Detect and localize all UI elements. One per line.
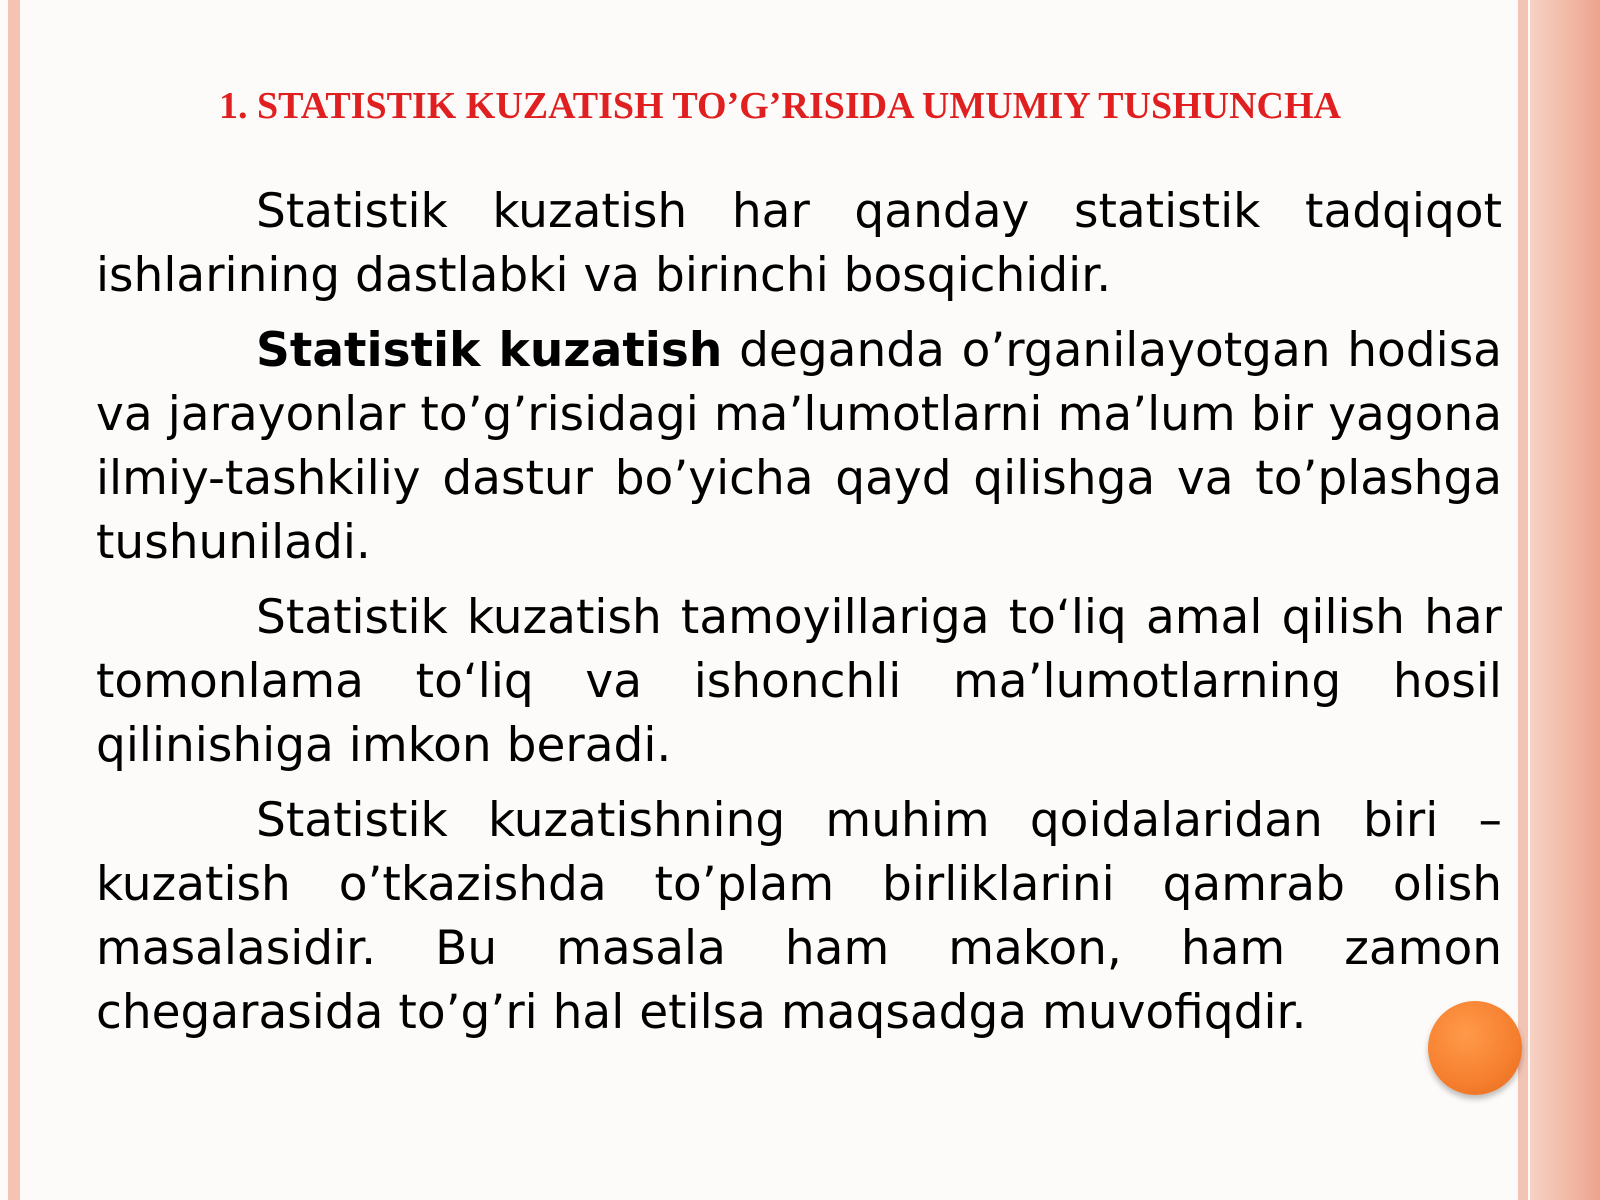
paragraph-4-text: Statistik kuzatishning muhim qoidalaridan biri – kuzatish o’tkazishda to’plam birliklarini qamrab olish masalasidir. Bu masala ham makon, ham zamon chegarasida to’g’ri hal etilsa maqsadga muvofiqdir. [96, 793, 1502, 1040]
paragraph-3-text: Statistik kuzatish tamoyillariga to‘liq amal qilish har tomonlama to‘liq va ishonchli ma’lumotlarning hosil qilinishiga imkon beradi. [96, 590, 1502, 773]
orange-circle-decoration [1428, 1001, 1522, 1095]
paragraph-4 [96, 789, 1502, 1045]
right-border-inner-decoration [1518, 0, 1528, 1200]
paragraph-1 [96, 180, 1502, 308]
paragraph-2-bold-term: Statistik kuzatish [256, 323, 723, 378]
paragraph-2-text: deganda o’rganilayotgan hodisa va jarayonlar to’g’risidagi ma’lumotlarni ma’lum bir yagona ilmiy-tashkiliy dastur bo’yicha qayd qilishga va to’plashga tushuniladi. [96, 323, 1502, 570]
slide-body [96, 180, 1502, 1056]
paragraph-2 [96, 319, 1502, 575]
left-border-decoration [8, 0, 20, 1200]
slide-title: 1. STATISTIK KUZATISH TO’G’RISIDA UMUMIY TUSHUNCHA [219, 85, 1341, 127]
right-border-decoration [1530, 0, 1600, 1200]
paragraph-1-text: Statistik kuzatish har qanday statistik tadqiqot ishlarining dastlabki va birinchi bosqichidir. [96, 184, 1502, 303]
paragraph-3 [96, 586, 1502, 778]
